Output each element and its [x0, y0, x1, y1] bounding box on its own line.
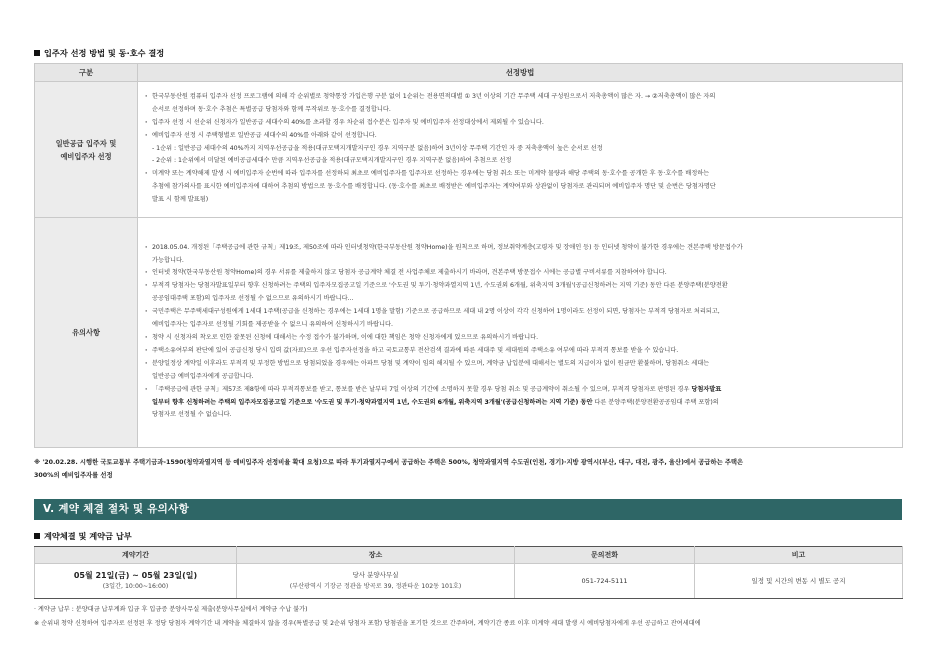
list-item: · 입주자 선정 시 선순위 신청자가 일반공급 세대수의 40%를 초과할 경우 차순위 접수분은 입주자 및 예비입주자 선정대상에서 제외될 수 있습니다.	[144, 117, 896, 130]
table-header-row	[35, 64, 903, 82]
list-item: · 인터넷 청약(한국부동산원 청약Home)의 경우 서류를 제출하지 않고 당첨자 공급계약 체결 전 사업주체로 제출하시기 바라며, 견본주택 방문접수 시에는 공급별 구비서류를 지참하여야 합니다.	[144, 267, 896, 280]
list-item: 추첨에 참가의사를 표시한 예비입주자에 대하여 추첨의 방법으로 동·호수를 배정합니다. (동·호수를 최초로 배정받은 예비입주자는 계약여부와 상관없이 당첨자로 관리되며 예비입주자 명단 및 순번은 당첨자명단	[152, 183, 716, 191]
list-item: 순서로 선정하며 동·호수 추첨은 특별공급 당첨자와 함께 무작위로 동·호수를 결정합니다.	[152, 105, 391, 113]
header-category: 구분	[35, 64, 138, 82]
row-label: 유의사항	[35, 218, 138, 448]
section-subtitle: 계약체결 및 계약금 납부	[34, 531, 132, 542]
list-item: · 「주택공급에 관한 규칙」제57조 제8항에 따라 부적격통보를 받고, 통보를 받은 날부터 7일 이상의 기간에 소명하지 못할 경우 당첨 취소 및 공급계약이 취소될 수 있으며, 부적격 당첨자로 판명된 경우 당첨자발표	[144, 384, 896, 397]
section-title: 입주자 선정 방법 및 동·호수 결정	[34, 48, 164, 59]
header-period: 계약기간	[35, 547, 237, 564]
header-place: 장소	[237, 547, 515, 564]
square-bullet-icon	[34, 50, 40, 56]
table-row	[35, 218, 903, 448]
header-method: 선정방법	[138, 64, 903, 82]
selection-method-table	[34, 63, 903, 448]
row-label: 일반공급 입주자 및 예비입주자 선정	[35, 82, 138, 218]
list-item: 일반공급 예비입주자에게 공급합니다.	[152, 372, 254, 380]
list-item: · 주택소유여부의 판단에 있어 공급신청 당시 입력 값(자료)으로 우선 입주자선정을 하고 국토교통부 전산검색 결과에 따른 세대주 및 세대원의 주택소유 여부에 따라 부적격 통보를 받을 수 있습니다.	[144, 345, 896, 358]
table-row	[35, 564, 903, 599]
list-item: · 국민주택은 무주택세대구성원에게 1세대 1주택(공급을 신청하는 경우에는 1세대 1명을 말함) 기준으로 공급하므로 세대 내 2명 이상이 각각 신청하여 1명이라도 선정이 되면, 당첨자는 부적격 당첨자로 처리되고,	[144, 306, 896, 319]
unsigned-contract-note: ※ 순위내 청약 신청하여 입주자로 선정된 후 정당 당첨자 계약기간 내 계약을 체결하지 않을 경우(특별공급 및 2순위 당첨자 포함) 당첨권을 포기한 것으로 간주하며, 계약기간 종료 이후 미계약 세대 발생 시 예비당첨자에게 우선 공급하고 잔여세대에	[34, 620, 701, 627]
header-remark: 비고	[695, 547, 903, 564]
list-item: · 분양일정상 계약일 이후라도 부적격 및 부정한 방법으로 당첨되었을 경우에는 아파트 당첨 및 계약이 임의 해지될 수 있으며, 계약금 납입분에 대해서는 별도의 지급이자 없이 원금만 환불하며, 당첨취소 세대는	[144, 358, 896, 371]
header-phone: 문의전화	[515, 547, 695, 564]
contract-period: 05월 21일(금) ~ 05월 23일(일) (3일간, 10:00~16:00)	[35, 564, 237, 599]
section-banner: V. 계약 체결 절차 및 유의사항	[34, 499, 902, 520]
list-item: - 1순위 : 일반공급 세대수의 40%까지 지역우선공급을 적용(대규모택지개발지구인 경우 지역구분 없음)하여 3년이상 무주택 기간인 자 중 저축총액이 높은 순서로 선정	[152, 144, 603, 152]
list-item: · 2018.05.04. 개정된「주택공급에 관한 규칙」제19조, 제50조에 따라 인터넷청약(한국부동산원 청약Home)을 원칙으로 하며, 정보취약계층(고령자 및 장애인 등) 등 인터넷 청약이 불가한 경우에는 견본주택 방문접수가	[144, 242, 896, 255]
square-bullet-icon	[34, 533, 40, 539]
table-header-row	[35, 547, 903, 564]
list-item: 공공임대주택 포함)의 입주자로 선정될 수 없으므로 유의하시기 바랍니다...	[152, 295, 354, 303]
list-item: - 2순위 : 1순위에서 미달된 예비공급세대수 만큼 지역우선공급을 적용(대규모택지개발지구인 경우 지역구분 없음)하여 추첨으로 선정	[152, 157, 512, 165]
contract-table	[34, 546, 903, 599]
contract-remark: 일정 및 시간의 변동 시 별도 공지	[695, 564, 903, 599]
list-item: · 예비입주자 선정 시 주택형별로 일반공급 세대수의 40%를 아래와 같이 선정합니다.	[144, 130, 896, 143]
row-content	[138, 218, 903, 448]
payment-note: · 계약금 납부 : 분양대금 납부계좌 입금 후 입금증 분양사무실 제출(분양사무실에서 계약금 수납 불가)	[34, 606, 308, 613]
list-item: 일부터 향후 신청하려는 주택의 입주자모집공고일 기준으로 '수도권 및 투기·청약과열지역 1년, 수도권외 6개월, 위축지역 3개월'(공급신청하려는 지역 기준) 동안 다른 분양주택(분양전환공공임대 주택 포함)의	[152, 398, 719, 406]
contact-phone: 051-724-5111	[515, 564, 695, 599]
list-item: 당첨자로 선정될 수 없습니다.	[152, 411, 232, 419]
list-item: 발표 시 함께 발표됨)	[152, 196, 209, 204]
row-content	[138, 82, 903, 218]
list-item: · 한국부동산원 컴퓨터 입주자 선정 프로그램에 의해 각 순위별로 청약통장 가입은행 구분 없이 1순위는 전용면적대별 ① 3년 이상의 기간 무주택 세대 구성원으로서 저축총액이 많은 자. → ②저축총액이 많은 자의	[144, 91, 896, 104]
selection-ratio-note: ※ '20.02.28. 시행한 국토교통부 주택기금과-1590(청약과열지역 등 예비입주자 선정비율 확대 요청)으로 따라 투기과열지구에서 공급하는 주택은 500%, 청약과열지역 수도권(인천, 경기)·지방 광역시(부산, 대구, 대전, 광주, 울산)에서 공급하는 주택은 300%의 예비입주자를 선정	[34, 459, 744, 479]
contract-place: 당사 분양사무실 (부산광역시 기장군 정관읍 방곡로 39, 정관타운 102동 101호)	[237, 564, 515, 599]
list-item: · 청약 시 신청자의 착오로 인한 잘못된 신청에 대해서는 수정 접수가 불가하며, 이에 대한 책임은 청약 신청자에게 있으므로 유의하시기 바랍니다.	[144, 332, 896, 345]
list-item: 가능합니다.	[152, 256, 184, 264]
list-item: · 부적격 당첨자는 당첨자발표일부터 향후 신청하려는 주택의 입주자모집공고일 기준으로 '수도권 및 투기·청약과열지역 1년, 수도권외 6개월, 위축지역 3개월'(공급신청하려는 지역 기준) 동안 다른 분양주택(분양전환	[144, 280, 896, 293]
list-item: · 미계약 또는 계약해제 발생 시 예비입주자 순번에 따라 입주자를 선정하되 최초로 예비입주자를 입주자로 선정하는 경우에는 당첨 취소 또는 미계약 물량과 해당 주택의 동·호수를 공개한 후 동·호수를 배정하는	[144, 168, 896, 181]
table-row	[35, 82, 903, 218]
list-item: 예비입주자는 입주자로 선정될 기회를 제공받을 수 없으니 유의하여 신청하시기 바랍니다.	[152, 321, 393, 329]
